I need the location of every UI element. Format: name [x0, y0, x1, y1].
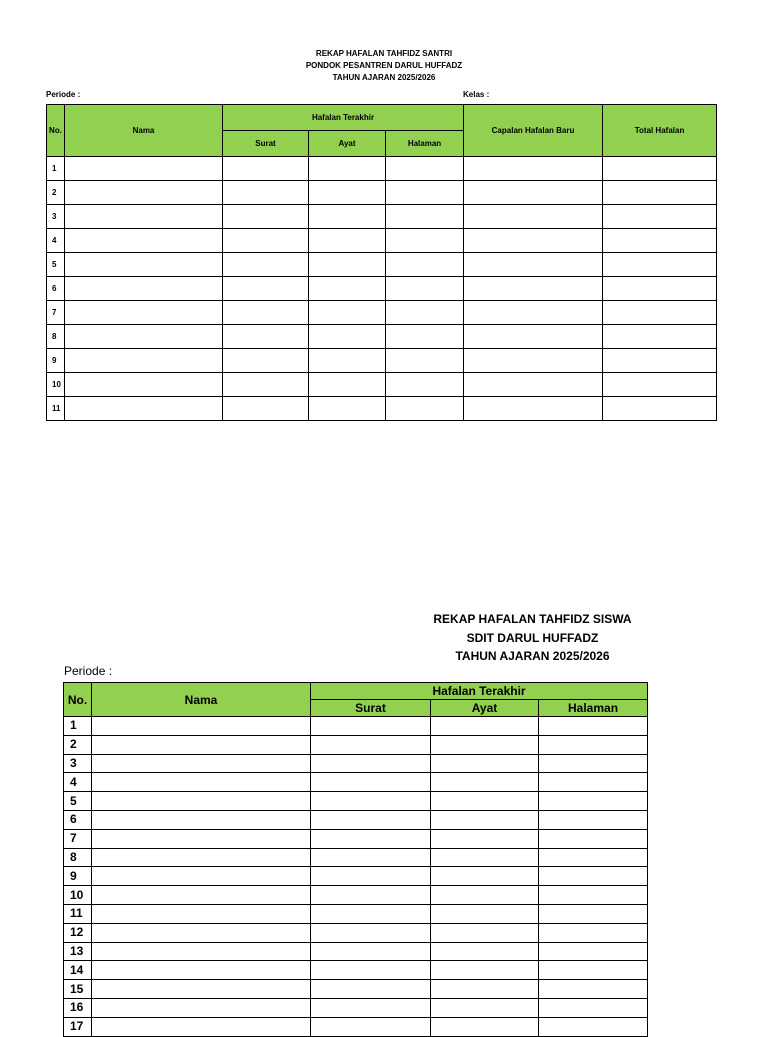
table-row [64, 829, 648, 848]
cell-total[interactable] [603, 205, 717, 229]
cell-nama[interactable] [92, 867, 311, 886]
header-surat: Surat [223, 131, 309, 157]
header-nama: Nama [92, 683, 311, 717]
cell-total[interactable] [603, 229, 717, 253]
cell-capalan[interactable] [464, 277, 603, 301]
cell-surat[interactable] [311, 923, 431, 942]
cell-ayat[interactable] [431, 961, 539, 980]
table-row [47, 301, 717, 325]
cell-ayat[interactable] [431, 980, 539, 999]
header-ayat: Ayat [431, 700, 539, 717]
sheet2-periode-label: Periode : [64, 664, 113, 678]
cell-halaman[interactable] [386, 205, 464, 229]
cell-ayat[interactable] [309, 301, 386, 325]
sheet2-title-line-1: REKAP HAFALAN TAHFIDZ SISWA [433, 612, 632, 626]
table-row [47, 205, 717, 229]
cell-nama[interactable] [65, 373, 223, 397]
cell-ayat[interactable] [309, 325, 386, 349]
cell-capalan[interactable] [464, 325, 603, 349]
cell-total[interactable] [603, 397, 717, 421]
header-surat: Surat [311, 700, 431, 717]
table-row [64, 923, 648, 942]
cell-surat[interactable] [311, 1017, 431, 1036]
cell-ayat[interactable] [309, 253, 386, 277]
header-no: No. [47, 105, 65, 157]
sheet2-title [420, 610, 645, 666]
row-number: 5 [47, 253, 65, 277]
cell-nama[interactable] [92, 754, 311, 773]
cell-ayat[interactable] [431, 792, 539, 811]
cell-ayat[interactable] [431, 923, 539, 942]
row-number: 14 [64, 961, 92, 980]
cell-capalan[interactable] [464, 229, 603, 253]
cell-nama[interactable] [92, 735, 311, 754]
cell-capalan[interactable] [464, 253, 603, 277]
cell-surat[interactable] [311, 754, 431, 773]
cell-surat[interactable] [311, 773, 431, 792]
header-total-hafalan: Total Hafalan [603, 105, 717, 157]
cell-nama[interactable] [92, 980, 311, 999]
cell-total[interactable] [603, 301, 717, 325]
table-row [64, 904, 648, 923]
cell-surat[interactable] [311, 998, 431, 1017]
row-number: 1 [47, 157, 65, 181]
cell-surat[interactable] [223, 205, 309, 229]
table-row [47, 157, 717, 181]
cell-ayat[interactable] [431, 810, 539, 829]
cell-ayat[interactable] [309, 157, 386, 181]
table-row [64, 717, 648, 736]
row-number: 8 [47, 325, 65, 349]
cell-halaman[interactable] [386, 397, 464, 421]
table-row [64, 792, 648, 811]
cell-surat[interactable] [223, 301, 309, 325]
cell-halaman[interactable] [386, 349, 464, 373]
table-row [64, 810, 648, 829]
cell-nama[interactable] [65, 157, 223, 181]
cell-ayat[interactable] [431, 867, 539, 886]
table-row [47, 181, 717, 205]
cell-surat[interactable] [311, 735, 431, 754]
sheet1-title-line-3: TAHUN AJARAN 2025/2026 [332, 73, 436, 82]
cell-ayat[interactable] [431, 829, 539, 848]
cell-ayat[interactable] [431, 1017, 539, 1036]
cell-halaman[interactable] [386, 277, 464, 301]
cell-surat[interactable] [311, 942, 431, 961]
cell-surat[interactable] [223, 373, 309, 397]
cell-halaman[interactable] [386, 229, 464, 253]
cell-capalan[interactable] [464, 205, 603, 229]
sheet1-table-body [47, 157, 717, 421]
cell-ayat[interactable] [309, 277, 386, 301]
cell-capalan[interactable] [464, 157, 603, 181]
sheet2-title-line-2: SDIT DARUL HUFFADZ [466, 630, 599, 645]
cell-halaman[interactable] [539, 1017, 648, 1036]
sheet1-title-line-2: PONDOK PESANTREN DARUL HUFFADZ [305, 61, 463, 70]
cell-surat[interactable] [311, 792, 431, 811]
cell-surat[interactable] [311, 961, 431, 980]
sheet1-title-line-1: REKAP HAFALAN TAHFIDZ SANTRI [315, 49, 453, 58]
header-nama: Nama [65, 105, 223, 157]
cell-surat[interactable] [311, 886, 431, 905]
cell-surat[interactable] [311, 848, 431, 867]
cell-halaman[interactable] [539, 998, 648, 1017]
table-row [47, 325, 717, 349]
cell-nama[interactable] [92, 829, 311, 848]
cell-surat[interactable] [223, 349, 309, 373]
cell-surat[interactable] [223, 181, 309, 205]
header-hafalan-terakhir: Hafalan Terakhir [311, 683, 648, 700]
cell-ayat[interactable] [431, 735, 539, 754]
cell-ayat[interactable] [431, 717, 539, 736]
sheet1-periode-label: Periode : [46, 90, 81, 99]
cell-surat[interactable] [311, 829, 431, 848]
cell-total[interactable] [603, 157, 717, 181]
table-row [64, 961, 648, 980]
row-number: 17 [64, 1017, 92, 1036]
cell-halaman[interactable] [386, 373, 464, 397]
cell-ayat[interactable] [431, 773, 539, 792]
cell-nama[interactable] [92, 904, 311, 923]
table-row [64, 1017, 648, 1036]
cell-halaman[interactable] [539, 829, 648, 848]
cell-halaman[interactable] [539, 754, 648, 773]
table-row [64, 886, 648, 905]
cell-halaman[interactable] [539, 904, 648, 923]
cell-surat[interactable] [311, 980, 431, 999]
header-halaman: Halaman [539, 700, 648, 717]
row-number: 11 [64, 904, 92, 923]
sheet1-title [0, 48, 768, 84]
table-row [47, 349, 717, 373]
table-row [64, 754, 648, 773]
cell-nama[interactable] [92, 923, 311, 942]
row-number: 4 [47, 229, 65, 253]
cell-ayat[interactable] [431, 904, 539, 923]
cell-nama[interactable] [65, 277, 223, 301]
cell-halaman[interactable] [539, 980, 648, 999]
cell-nama[interactable] [65, 253, 223, 277]
cell-nama[interactable] [92, 810, 311, 829]
row-number: 2 [47, 181, 65, 205]
cell-surat[interactable] [223, 253, 309, 277]
cell-nama[interactable] [92, 961, 311, 980]
cell-capalan[interactable] [464, 397, 603, 421]
table-row [64, 998, 648, 1017]
cell-halaman[interactable] [539, 848, 648, 867]
cell-surat[interactable] [223, 397, 309, 421]
sheet2-table-body [64, 717, 648, 1037]
table-row [47, 229, 717, 253]
cell-total[interactable] [603, 349, 717, 373]
cell-ayat[interactable] [309, 397, 386, 421]
cell-surat[interactable] [311, 904, 431, 923]
table-row [47, 397, 717, 421]
cell-halaman[interactable] [386, 181, 464, 205]
row-number: 9 [47, 349, 65, 373]
row-number: 16 [64, 998, 92, 1017]
cell-total[interactable] [603, 253, 717, 277]
cell-capalan[interactable] [464, 373, 603, 397]
row-number: 4 [64, 773, 92, 792]
cell-ayat[interactable] [309, 373, 386, 397]
cell-total[interactable] [603, 325, 717, 349]
table-row [64, 848, 648, 867]
row-number: 5 [64, 792, 92, 811]
cell-surat[interactable] [223, 229, 309, 253]
sheet1-table [46, 104, 717, 421]
cell-total[interactable] [603, 181, 717, 205]
cell-nama[interactable] [65, 301, 223, 325]
sheet2-title-line-3: TAHUN AJARAN 2025/2026 [455, 649, 610, 663]
cell-halaman[interactable] [539, 773, 648, 792]
cell-ayat[interactable] [309, 349, 386, 373]
table-row [47, 277, 717, 301]
cell-nama[interactable] [92, 886, 311, 905]
cell-nama[interactable] [65, 349, 223, 373]
cell-nama[interactable] [92, 792, 311, 811]
cell-halaman[interactable] [386, 301, 464, 325]
row-number: 9 [64, 867, 92, 886]
cell-nama[interactable] [92, 1017, 311, 1036]
table-row [47, 253, 717, 277]
cell-nama[interactable] [92, 998, 311, 1017]
cell-nama[interactable] [92, 717, 311, 736]
row-number: 11 [47, 397, 65, 421]
cell-nama[interactable] [65, 229, 223, 253]
cell-ayat[interactable] [309, 181, 386, 205]
header-ayat: Ayat [309, 131, 386, 157]
cell-halaman[interactable] [539, 961, 648, 980]
cell-halaman[interactable] [539, 886, 648, 905]
row-number: 15 [64, 980, 92, 999]
table-row [64, 980, 648, 999]
row-number: 7 [64, 829, 92, 848]
cell-total[interactable] [603, 277, 717, 301]
header-no: No. [64, 683, 92, 717]
cell-nama[interactable] [92, 942, 311, 961]
cell-surat[interactable] [311, 810, 431, 829]
row-number: 8 [64, 848, 92, 867]
cell-ayat[interactable] [431, 754, 539, 773]
table-row [64, 942, 648, 961]
table-row [64, 773, 648, 792]
cell-total[interactable] [603, 373, 717, 397]
cell-surat[interactable] [223, 325, 309, 349]
cell-ayat[interactable] [431, 998, 539, 1017]
sheet1-kelas-label: Kelas : [463, 90, 490, 99]
cell-halaman[interactable] [386, 253, 464, 277]
cell-nama[interactable] [92, 848, 311, 867]
cell-nama[interactable] [65, 397, 223, 421]
header-hafalan-terakhir: Hafalan Terakhir [223, 105, 464, 131]
cell-halaman[interactable] [539, 717, 648, 736]
table-row [64, 867, 648, 886]
cell-capalan[interactable] [464, 181, 603, 205]
cell-surat[interactable] [223, 157, 309, 181]
cell-ayat[interactable] [309, 229, 386, 253]
header-halaman: Halaman [386, 131, 464, 157]
cell-ayat[interactable] [431, 942, 539, 961]
cell-surat[interactable] [311, 867, 431, 886]
row-number: 6 [47, 277, 65, 301]
row-number: 7 [47, 301, 65, 325]
cell-nama[interactable] [65, 181, 223, 205]
row-number: 3 [47, 205, 65, 229]
cell-ayat[interactable] [309, 205, 386, 229]
cell-nama[interactable] [65, 205, 223, 229]
table-row [64, 735, 648, 754]
cell-nama[interactable] [92, 773, 311, 792]
cell-ayat[interactable] [431, 886, 539, 905]
cell-capalan[interactable] [464, 301, 603, 325]
row-number: 10 [47, 373, 65, 397]
cell-halaman[interactable] [386, 325, 464, 349]
row-number: 12 [64, 923, 92, 942]
row-number: 10 [64, 886, 92, 905]
cell-halaman[interactable] [539, 942, 648, 961]
cell-halaman[interactable] [386, 157, 464, 181]
row-number: 2 [64, 735, 92, 754]
row-number: 1 [64, 717, 92, 736]
cell-halaman[interactable] [539, 867, 648, 886]
row-number: 6 [64, 810, 92, 829]
cell-capalan[interactable] [464, 349, 603, 373]
cell-halaman[interactable] [539, 923, 648, 942]
cell-halaman[interactable] [539, 810, 648, 829]
cell-nama[interactable] [65, 325, 223, 349]
row-number: 3 [64, 754, 92, 773]
header-capalan-hafalan-baru: Capalan Hafalan Baru [464, 105, 603, 157]
cell-surat[interactable] [223, 277, 309, 301]
table-row [47, 373, 717, 397]
cell-halaman[interactable] [539, 792, 648, 811]
cell-surat[interactable] [311, 717, 431, 736]
sheet2-table [63, 682, 648, 1037]
row-number: 13 [64, 942, 92, 961]
cell-halaman[interactable] [539, 735, 648, 754]
cell-ayat[interactable] [431, 848, 539, 867]
